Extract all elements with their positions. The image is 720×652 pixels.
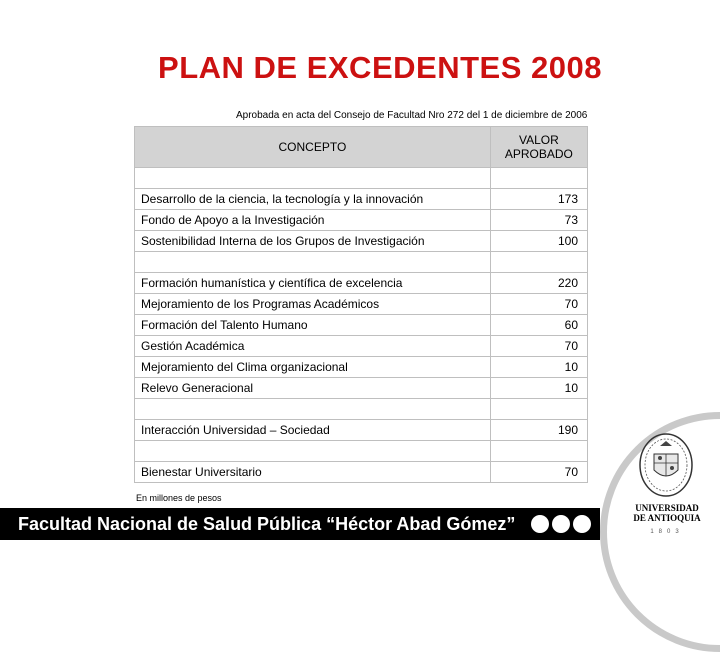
university-name-line2: DE ANTIOQUIA (633, 513, 701, 523)
item-value: 60 (490, 315, 587, 336)
header-value-line2: APROBADO (504, 147, 573, 161)
item-value: 70 (490, 336, 587, 357)
university-seal-icon (638, 432, 694, 498)
item-value: 10 (490, 378, 587, 399)
group-value: 220 (490, 273, 587, 294)
header-value (490, 127, 587, 168)
group-row (135, 420, 588, 441)
dot-icon (531, 515, 549, 533)
item-value: 10 (490, 357, 587, 378)
group-label: Formación humanística y científica de excelencia (135, 273, 491, 294)
group-value: 190 (490, 420, 587, 441)
item-value: 100 (490, 231, 587, 252)
item-label: Mejoramiento de los Programas Académicos (135, 294, 491, 315)
group-row (135, 462, 588, 483)
table-header-row (135, 127, 588, 168)
item-label: Fondo de Apoyo a la Investigación (135, 210, 491, 231)
table-row (135, 315, 588, 336)
table-row (135, 378, 588, 399)
units-note: En millones de pesos (136, 493, 222, 503)
table-row (135, 294, 588, 315)
spacer-row (135, 441, 588, 462)
group-label: Interacción Universidad – Sociedad (135, 420, 491, 441)
group-label: Bienestar Universitario (135, 462, 491, 483)
university-name-line1: UNIVERSIDAD (635, 503, 699, 513)
group-label: Desarrollo de la ciencia, la tecnología y la innovación (135, 189, 491, 210)
header-value-line1: VALOR (518, 133, 559, 147)
group-row (135, 273, 588, 294)
surplus-plan-table (134, 126, 588, 483)
table-row (135, 210, 588, 231)
dot-icon (552, 515, 570, 533)
page-title: PLAN DE EXCEDENTES 2008 (158, 50, 602, 85)
university-year: 1803 (650, 529, 684, 535)
header-concept: CONCEPTO (135, 127, 491, 168)
item-value: 70 (490, 294, 587, 315)
item-value: 73 (490, 210, 587, 231)
dot-icon (573, 515, 591, 533)
university-name (622, 503, 712, 523)
table-row (135, 231, 588, 252)
item-label: Sostenibilidad Interna de los Grupos de Investigación (135, 231, 491, 252)
item-label: Mejoramiento del Clima organizacional (135, 357, 491, 378)
item-label: Gestión Académica (135, 336, 491, 357)
spacer-row (135, 252, 588, 273)
approval-note: Aprobada en acta del Consejo de Facultad Nro 272 del 1 de diciembre de 2006 (236, 110, 588, 121)
group-value: 70 (490, 462, 587, 483)
faculty-name: Facultad Nacional de Salud Pública “Héctor Abad Gómez” (18, 514, 516, 534)
item-label: Relevo Generacional (135, 378, 491, 399)
table-row (135, 336, 588, 357)
table-row (135, 357, 588, 378)
item-label: Formación del Talento Humano (135, 315, 491, 336)
spacer-row (135, 399, 588, 420)
group-value: 173 (490, 189, 587, 210)
spacer-row (135, 168, 588, 189)
group-row (135, 189, 588, 210)
